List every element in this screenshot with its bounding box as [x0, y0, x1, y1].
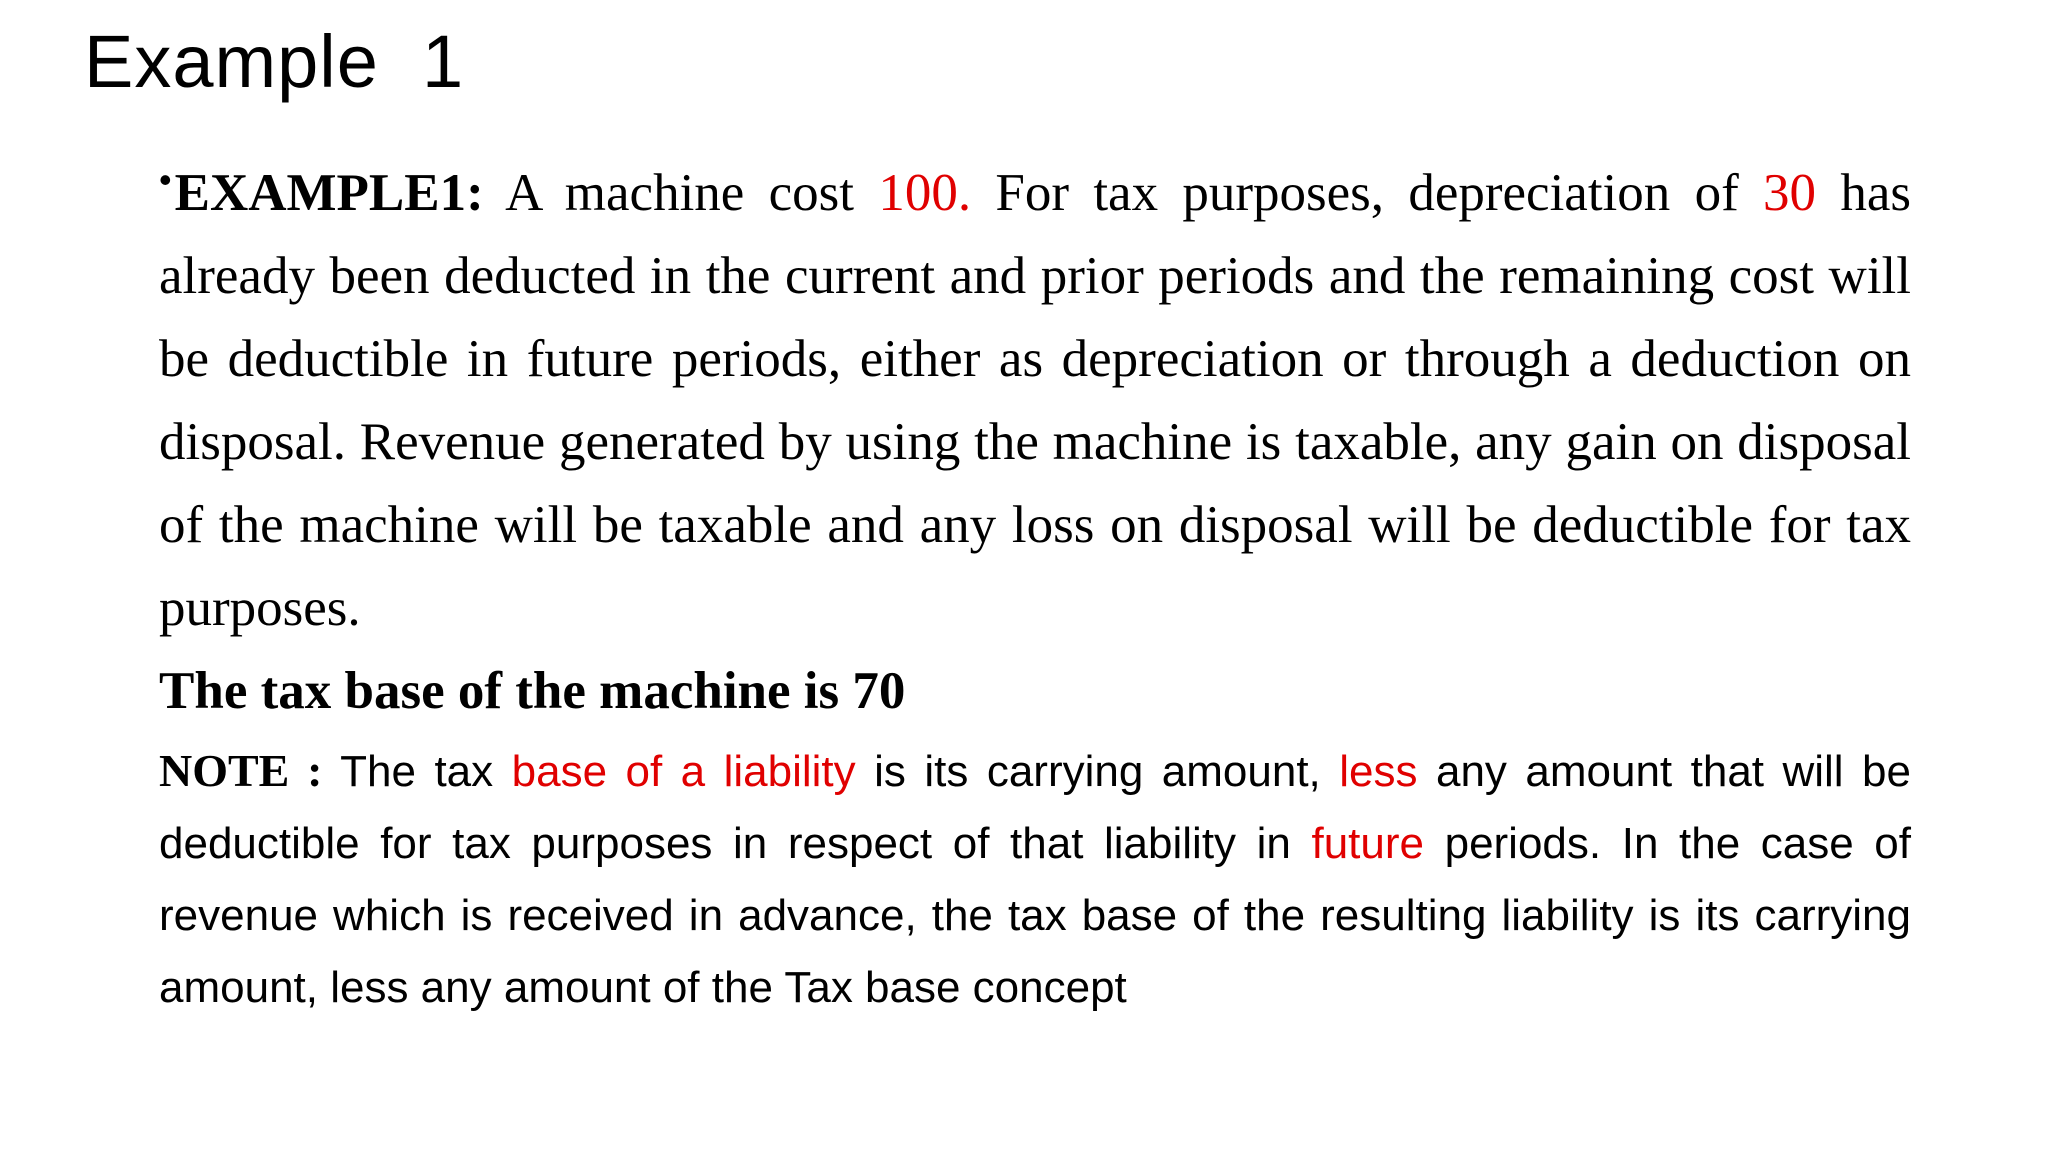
example-text-1: A machine cost — [483, 164, 879, 222]
note-paragraph — [159, 735, 1911, 1024]
note-text-1: The tax — [340, 747, 512, 796]
machine-cost-value: 100. — [878, 164, 972, 222]
note-text-3: any amount that will be deductible for tax purposes in respect of that liability in — [159, 747, 1911, 868]
slide-title: Example 1 — [84, 20, 465, 103]
example-label: EXAMPLE1: — [174, 164, 484, 222]
bullet-icon: • — [159, 159, 172, 200]
tax-base-conclusion: The tax base of the machine is 70 — [159, 662, 906, 720]
example-text-3: has already been deducted in the current and prior periods and the remaining cost will be deductible in future periods, either as depreciation or through a deduction on disposal. Revenue generated by using the machine is taxable, any gain on disposal of the machine will be taxable and any loss on disposal will be deductible for tax purposes. — [159, 164, 1912, 637]
example-paragraph — [159, 138, 1911, 733]
note-highlight-liability: base of a liability — [511, 747, 856, 796]
note-label: NOTE : — [159, 745, 341, 796]
depreciation-value: 30 — [1763, 164, 1817, 222]
note-highlight-future: future — [1311, 819, 1424, 868]
example-text-2: For tax purposes, depreciation of — [971, 164, 1764, 222]
note-text-4: periods. In the case of revenue which is received in advance, the tax base of the resulting liability is its carrying amount, less any amount of the Tax base concept — [159, 819, 1911, 1012]
note-highlight-less: less — [1339, 747, 1418, 796]
note-text-2: is its carrying amount, — [855, 747, 1340, 796]
